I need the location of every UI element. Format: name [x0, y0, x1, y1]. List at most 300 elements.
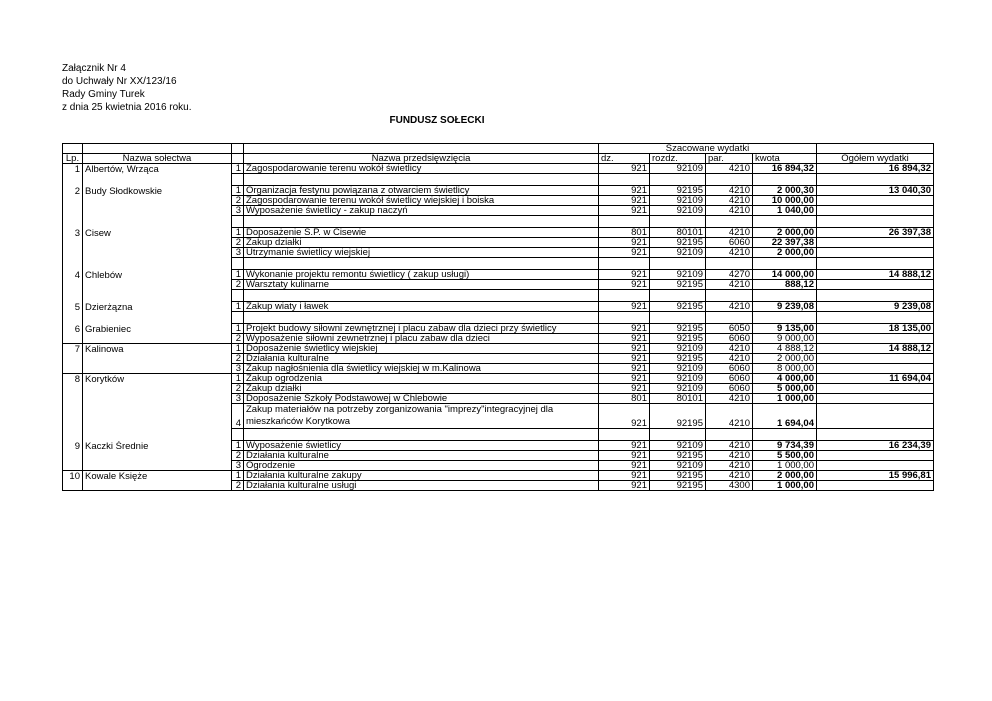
empty-cell [599, 258, 650, 270]
lp-cell [63, 404, 83, 429]
project-name-cell: Działania kulturalne usługi [244, 481, 599, 491]
item-number-cell: 2 [232, 334, 244, 344]
empty-cell [753, 174, 817, 186]
rozdz-cell: 92109 [650, 384, 706, 394]
empty-cell [232, 174, 244, 186]
dz-cell: 801 [599, 394, 650, 404]
table-header-row [63, 154, 934, 164]
total-cell [817, 481, 934, 491]
amount-cell: 8 000,00 [753, 364, 817, 374]
village-name-cell [83, 238, 232, 248]
rozdz-cell: 92109 [650, 248, 706, 258]
par-cell: 4270 [706, 270, 753, 280]
amount-cell: 1 000,00 [753, 461, 817, 471]
item-number-cell: 2 [232, 384, 244, 394]
header-line: Rady Gminy Turek [62, 89, 145, 100]
empty-cell [817, 312, 934, 324]
project-name-cell: Ogrodzenie [244, 461, 599, 471]
project-name-cell: Działania kulturalne [244, 354, 599, 364]
fund-table [62, 143, 934, 491]
village-name-cell: Kalinowa [83, 344, 232, 354]
dz-cell: 921 [599, 374, 650, 384]
rozdz-cell: 92195 [650, 471, 706, 481]
table-row [63, 374, 934, 384]
total-cell [817, 384, 934, 394]
item-number-cell: 3 [232, 364, 244, 374]
lp-cell: 7 [63, 344, 83, 354]
empty-cell [650, 216, 706, 228]
village-name-cell [83, 206, 232, 216]
dz-cell: 921 [599, 270, 650, 280]
table-row [63, 334, 934, 344]
amount-cell: 5 500,00 [753, 451, 817, 461]
empty-cell [706, 429, 753, 441]
item-number-cell: 1 [232, 270, 244, 280]
empty-cell [232, 312, 244, 324]
col-project-header: Nazwa przedsięwzięcia [244, 154, 599, 164]
village-name-cell: Chlebów [83, 270, 232, 280]
village-name-cell [83, 354, 232, 364]
dz-cell: 921 [599, 238, 650, 248]
amount-cell: 4 000,00 [753, 374, 817, 384]
project-name-cell: Utrzymanie świetlicy wiejskiej [244, 248, 599, 258]
rozdz-cell: 92195 [650, 324, 706, 334]
rozdz-cell: 92195 [650, 238, 706, 248]
par-cell: 6060 [706, 334, 753, 344]
par-cell: 4210 [706, 354, 753, 364]
dz-cell: 921 [599, 334, 650, 344]
total-cell: 11 694,04 [817, 374, 934, 384]
empty-cell [599, 429, 650, 441]
empty-cell [244, 174, 599, 186]
total-cell: 26 397,38 [817, 228, 934, 238]
par-cell: 4210 [706, 404, 753, 429]
total-cell [817, 451, 934, 461]
table-row [63, 206, 934, 216]
par-cell: 4210 [706, 451, 753, 461]
group-header: Szacowane wydatki [599, 144, 817, 154]
table-body [63, 164, 934, 491]
rozdz-cell: 92195 [650, 354, 706, 364]
empty-cell [650, 312, 706, 324]
rozdz-cell: 92109 [650, 164, 706, 174]
par-cell: 4300 [706, 481, 753, 491]
empty-cell [753, 290, 817, 302]
project-name-cell: Zagospodarowanie terenu wokół świetlicy [244, 164, 599, 174]
total-cell: 13 040,30 [817, 186, 934, 196]
lp-cell [63, 206, 83, 216]
empty-cell [650, 174, 706, 186]
dz-cell: 921 [599, 451, 650, 461]
total-cell: 14 888,12 [817, 270, 934, 280]
par-cell: 6060 [706, 364, 753, 374]
dz-cell: 921 [599, 404, 650, 429]
header-line: do Uchwały Nr XX/123/16 [62, 76, 177, 87]
project-name-cell: Doposażenie Szkoły Podstawowej w Chlebowie [244, 394, 599, 404]
lp-cell [63, 394, 83, 404]
table-row [63, 404, 934, 429]
lp-cell [63, 481, 83, 491]
village-name-cell [83, 280, 232, 290]
lp-cell [63, 280, 83, 290]
par-cell: 6050 [706, 324, 753, 334]
rozdz-cell: 92195 [650, 404, 706, 429]
item-number-cell: 1 [232, 302, 244, 312]
amount-cell: 2 000,00 [753, 471, 817, 481]
empty-cell [83, 216, 232, 228]
amount-cell: 2 000,00 [753, 228, 817, 238]
amount-cell: 888,12 [753, 280, 817, 290]
village-name-cell: Cisew [83, 228, 232, 238]
empty-cell [706, 290, 753, 302]
par-cell: 4210 [706, 394, 753, 404]
table-row [63, 280, 934, 290]
empty-cell [599, 216, 650, 228]
empty-cell [244, 312, 599, 324]
project-name-cell: Zakup działki [244, 238, 599, 248]
rozdz-cell: 92195 [650, 481, 706, 491]
empty-cell [83, 290, 232, 302]
lp-cell [63, 364, 83, 374]
col-dz-header: dz. [599, 154, 650, 164]
table-row [63, 354, 934, 364]
total-cell: 15 996,81 [817, 471, 934, 481]
project-name-cell: Wyposażenie świetlicy - zakup naczyń [244, 206, 599, 216]
item-number-cell: 2 [232, 196, 244, 206]
amount-cell: 16 894,32 [753, 164, 817, 174]
spacer-row [63, 174, 934, 186]
par-cell: 4210 [706, 280, 753, 290]
amount-cell: 9 239,08 [753, 302, 817, 312]
item-number-cell: 2 [232, 238, 244, 248]
dz-cell: 921 [599, 248, 650, 258]
empty-cell [817, 429, 934, 441]
par-cell: 4210 [706, 228, 753, 238]
par-cell: 4210 [706, 164, 753, 174]
village-name-cell: Kowale Księże [83, 471, 232, 481]
empty-cell [599, 290, 650, 302]
item-number-cell: 3 [232, 248, 244, 258]
empty-cell [706, 216, 753, 228]
par-cell: 4210 [706, 441, 753, 451]
item-number-cell: 1 [232, 324, 244, 334]
rozdz-cell: 92195 [650, 451, 706, 461]
col-rozdz-header: rozdz. [650, 154, 706, 164]
empty-cell [753, 429, 817, 441]
table-row [63, 238, 934, 248]
table-row [63, 364, 934, 374]
amount-cell: 1 000,00 [753, 394, 817, 404]
lp-cell: 10 [63, 471, 83, 481]
amount-cell: 14 000,00 [753, 270, 817, 280]
total-cell [817, 354, 934, 364]
village-name-cell [83, 461, 232, 471]
table-row [63, 441, 934, 451]
total-cell [817, 248, 934, 258]
col-name-header: Nazwa sołectwa [83, 154, 232, 164]
spacer-row [63, 312, 934, 324]
rozdz-cell: 92109 [650, 206, 706, 216]
empty-cell [817, 174, 934, 186]
table-row [63, 394, 934, 404]
village-name-cell [83, 364, 232, 374]
page-title: FUNDUSZ SOŁECKI [389, 115, 485, 126]
amount-cell: 5 000,00 [753, 384, 817, 394]
village-name-cell: Kaczki Średnie [83, 441, 232, 451]
total-cell [817, 206, 934, 216]
rozdz-cell: 92109 [650, 196, 706, 206]
dz-cell: 921 [599, 354, 650, 364]
header-line: Załącznik Nr 4 [62, 63, 126, 74]
empty-cell [817, 290, 934, 302]
table-row [63, 471, 934, 481]
village-name-cell [83, 404, 232, 429]
amount-cell: 2 000,00 [753, 248, 817, 258]
village-name-cell: Dzierżązna [83, 302, 232, 312]
dz-cell: 921 [599, 302, 650, 312]
empty-cell [83, 258, 232, 270]
total-cell: 18 135,00 [817, 324, 934, 334]
empty-cell [753, 216, 817, 228]
village-name-cell: Budy Słodkowskie [83, 186, 232, 196]
spacer-row [63, 216, 934, 228]
village-name-cell [83, 334, 232, 344]
table-row [63, 248, 934, 258]
par-cell: 6060 [706, 384, 753, 394]
project-name-cell: Zakup nagłośnienia dla świetlicy wiejskiej w m.Kalinowa [244, 364, 599, 374]
village-name-cell: Korytków [83, 374, 232, 384]
item-number-cell: 1 [232, 164, 244, 174]
project-name-cell: Zakup działki [244, 384, 599, 394]
empty-cell [83, 312, 232, 324]
project-name-cell: Działania kulturalne [244, 451, 599, 461]
empty-cell [63, 174, 83, 186]
spacer-row [63, 290, 934, 302]
lp-cell [63, 354, 83, 364]
lp-cell [63, 384, 83, 394]
total-cell: 16 894,32 [817, 164, 934, 174]
dz-cell: 921 [599, 280, 650, 290]
lp-cell: 6 [63, 324, 83, 334]
header-line: z dnia 25 kwietnia 2016 roku. [62, 102, 192, 113]
amount-cell: 10 000,00 [753, 196, 817, 206]
page-title-wrap [0, 115, 992, 126]
rozdz-cell: 80101 [650, 394, 706, 404]
dz-cell: 921 [599, 164, 650, 174]
amount-cell: 9 734,39 [753, 441, 817, 451]
item-number-cell: 1 [232, 228, 244, 238]
par-cell: 4210 [706, 471, 753, 481]
dz-cell: 921 [599, 344, 650, 354]
amount-cell: 1 000,00 [753, 481, 817, 491]
par-cell: 4210 [706, 302, 753, 312]
lp-cell: 1 [63, 164, 83, 174]
rozdz-cell: 92109 [650, 364, 706, 374]
empty-cell [232, 429, 244, 441]
dz-cell: 801 [599, 228, 650, 238]
village-name-cell [83, 196, 232, 206]
dz-cell: 921 [599, 441, 650, 451]
project-name-cell: Organizacja festynu powiązana z otwarciem świetlicy [244, 186, 599, 196]
project-name-cell: Zagospodarowanie terenu wokół świetlicy wiejskiej i boiska [244, 196, 599, 206]
dz-cell: 921 [599, 384, 650, 394]
project-name-cell: Zakup wiaty i ławek [244, 302, 599, 312]
village-name-cell [83, 384, 232, 394]
rozdz-cell: 92109 [650, 270, 706, 280]
rozdz-cell: 92109 [650, 374, 706, 384]
lp-cell [63, 196, 83, 206]
village-name-cell: Albertów, Wrząca [83, 164, 232, 174]
par-cell: 6060 [706, 238, 753, 248]
empty-cell [232, 290, 244, 302]
lp-cell: 3 [63, 228, 83, 238]
col-par-header: par. [706, 154, 753, 164]
village-name-cell [83, 481, 232, 491]
table-row [63, 270, 934, 280]
spacer-row [63, 258, 934, 270]
dz-cell: 921 [599, 471, 650, 481]
rozdz-cell: 92109 [650, 344, 706, 354]
empty-cell [817, 216, 934, 228]
table-row [63, 451, 934, 461]
lp-cell [63, 238, 83, 248]
document-header [62, 62, 192, 114]
lp-cell: 2 [63, 186, 83, 196]
project-name-cell: Doposażenie świetlicy wiejskiej [244, 344, 599, 354]
table-row [63, 384, 934, 394]
lp-cell: 4 [63, 270, 83, 280]
total-cell [817, 334, 934, 344]
empty-cell [599, 174, 650, 186]
table-row [63, 344, 934, 354]
total-cell [817, 461, 934, 471]
lp-cell: 5 [63, 302, 83, 312]
table-row [63, 164, 934, 174]
rozdz-cell: 92195 [650, 186, 706, 196]
empty-cell [753, 258, 817, 270]
table-row [63, 461, 934, 471]
empty-cell [817, 258, 934, 270]
empty-cell [706, 174, 753, 186]
empty-cell [63, 290, 83, 302]
rozdz-cell: 92109 [650, 441, 706, 451]
table-row [63, 302, 934, 312]
lp-cell [63, 334, 83, 344]
table-row [63, 481, 934, 491]
par-cell: 4210 [706, 206, 753, 216]
item-number-cell: 2 [232, 451, 244, 461]
item-number-cell: 2 [232, 481, 244, 491]
total-cell: 14 888,12 [817, 344, 934, 354]
project-name-cell: Zakup ogrodzenia [244, 374, 599, 384]
item-number-cell: 3 [232, 394, 244, 404]
empty-cell [753, 312, 817, 324]
amount-cell: 2 000,00 [753, 354, 817, 364]
empty-cell [650, 429, 706, 441]
village-name-cell [83, 394, 232, 404]
project-name-cell: Doposażenie S.P. w Cisewie [244, 228, 599, 238]
empty-cell [650, 258, 706, 270]
item-number-cell: 3 [232, 461, 244, 471]
total-cell [817, 280, 934, 290]
table-header-row-top [63, 144, 934, 154]
empty-cell [63, 258, 83, 270]
table-row [63, 196, 934, 206]
lp-cell: 9 [63, 441, 83, 451]
rozdz-cell: 80101 [650, 228, 706, 238]
project-name-cell: Wyposażenie świetlicy [244, 441, 599, 451]
item-number-cell: 1 [232, 471, 244, 481]
col-total-header: Ogółem wydatki [817, 154, 934, 164]
item-number-cell: 2 [232, 354, 244, 364]
empty-cell [244, 429, 599, 441]
col-lp-header: Lp. [63, 154, 83, 164]
total-cell [817, 394, 934, 404]
spacer-row [63, 429, 934, 441]
empty-cell [599, 312, 650, 324]
par-cell: 6060 [706, 374, 753, 384]
item-number-cell: 4 [232, 404, 244, 429]
lp-cell [63, 248, 83, 258]
empty-cell [650, 290, 706, 302]
empty-cell [63, 312, 83, 324]
rozdz-cell: 92109 [650, 461, 706, 471]
lp-cell [63, 451, 83, 461]
rozdz-cell: 92195 [650, 334, 706, 344]
table-row [63, 228, 934, 238]
project-name-cell: Wykonanie projektu remontu świetlicy ( zakup usługi) [244, 270, 599, 280]
amount-cell: 9 000,00 [753, 334, 817, 344]
lp-cell [63, 461, 83, 471]
amount-cell: 22 397,38 [753, 238, 817, 248]
project-name-cell: Warsztaty kulinarne [244, 280, 599, 290]
empty-cell [232, 258, 244, 270]
item-number-cell: 1 [232, 441, 244, 451]
empty-cell [83, 174, 232, 186]
amount-cell: 9 135,00 [753, 324, 817, 334]
total-cell [817, 364, 934, 374]
item-number-cell: 1 [232, 374, 244, 384]
dz-cell: 921 [599, 186, 650, 196]
item-number-cell: 1 [232, 344, 244, 354]
amount-cell: 4 888,12 [753, 344, 817, 354]
empty-cell [63, 216, 83, 228]
item-number-cell: 1 [232, 186, 244, 196]
village-name-cell [83, 451, 232, 461]
par-cell: 4210 [706, 344, 753, 354]
project-name-cell: Wyposażenie siłowni zewnetrznej i placu zabaw dla dzieci [244, 334, 599, 344]
project-name-cell: Zakup materiałów na potrzeby zorganizowania "imprezy"integracyjnej dla mieszkańców Korytkowa [244, 404, 599, 429]
amount-cell: 1 040,00 [753, 206, 817, 216]
total-cell [817, 196, 934, 206]
total-cell [817, 404, 934, 429]
par-cell: 4210 [706, 196, 753, 206]
par-cell: 4210 [706, 461, 753, 471]
col-kwota-header: kwota [753, 154, 817, 164]
table-row [63, 186, 934, 196]
empty-cell [63, 429, 83, 441]
empty-cell [232, 216, 244, 228]
empty-cell [244, 290, 599, 302]
dz-cell: 921 [599, 196, 650, 206]
item-number-cell: 3 [232, 206, 244, 216]
empty-cell [706, 258, 753, 270]
total-cell: 9 239,08 [817, 302, 934, 312]
empty-cell [83, 429, 232, 441]
empty-cell [244, 258, 599, 270]
dz-cell: 921 [599, 461, 650, 471]
amount-cell: 1 694,04 [753, 404, 817, 429]
